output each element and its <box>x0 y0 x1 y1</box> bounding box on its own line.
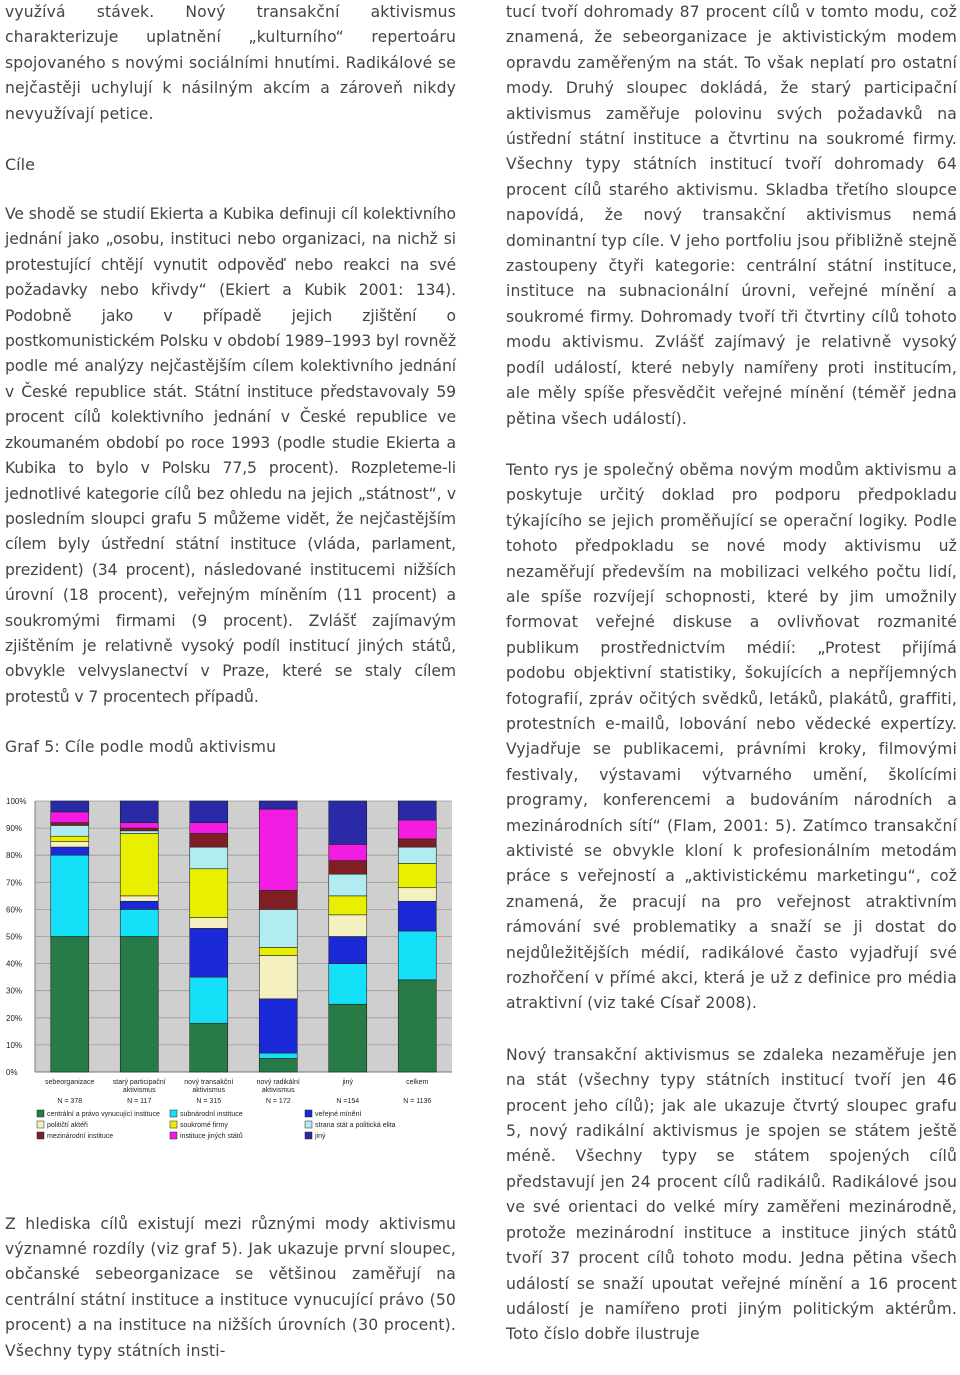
legend-swatch <box>170 1121 177 1128</box>
bar-segment <box>259 801 297 809</box>
bar-segment <box>259 955 297 998</box>
y-tick-label: 0% <box>6 1067 18 1077</box>
n-label: N = 315 <box>196 1097 222 1105</box>
bar-segment <box>120 909 158 936</box>
bar-segment <box>259 998 297 1052</box>
bar-segment <box>329 874 367 896</box>
right-column <box>506 0 957 1348</box>
legend-label: veřejné mínění <box>315 1110 362 1118</box>
bar-segment <box>190 928 228 977</box>
bar-segment <box>120 822 158 827</box>
bar-segment <box>120 801 158 823</box>
x-tick-label: sebeorganizace <box>45 1078 95 1086</box>
legend-swatch <box>305 1132 312 1139</box>
bar-segment <box>398 979 436 1071</box>
y-tick-label: 10% <box>6 1040 23 1050</box>
bar-segment <box>398 901 436 931</box>
legend-label: jiný <box>315 1132 326 1140</box>
bar-segment <box>259 809 297 890</box>
bar-segment <box>259 909 297 947</box>
legend-label: centrální a právo vynucující instituce <box>47 1110 160 1118</box>
bar-segment <box>190 847 228 869</box>
bar-segment <box>329 860 367 874</box>
bar-segment <box>259 947 297 955</box>
y-tick-label: 80% <box>6 850 23 860</box>
bar-segment <box>51 811 89 822</box>
bar-segment <box>190 977 228 1023</box>
y-tick-label: 90% <box>6 823 23 833</box>
legend-label: subnárodní instituce <box>180 1110 243 1118</box>
bar-segment <box>398 887 436 901</box>
legend-swatch <box>37 1121 44 1128</box>
n-label: N = 172 <box>265 1097 291 1105</box>
bar-segment <box>190 822 228 833</box>
legend-swatch <box>37 1110 44 1117</box>
n-label: N = 117 <box>127 1097 152 1105</box>
x-tick-label: starý participační <box>112 1078 166 1086</box>
bar-segment <box>190 801 228 823</box>
legend-swatch <box>170 1132 177 1139</box>
left-column <box>5 0 456 1364</box>
bar-segment <box>398 820 436 839</box>
chart-figure <box>5 767 456 1187</box>
bar-segment <box>190 1023 228 1072</box>
x-tick-label-line2: aktivismus <box>261 1086 295 1094</box>
x-tick-label: celkem <box>406 1078 429 1086</box>
y-tick-label: 50% <box>6 932 23 942</box>
legend-label: mezinárodní instituce <box>47 1132 114 1140</box>
y-tick-label: 70% <box>6 877 23 887</box>
bar-segment <box>329 1004 367 1072</box>
bar-segment <box>51 841 89 846</box>
n-label: N =154 <box>336 1097 360 1105</box>
x-tick-label: jiný <box>342 1078 354 1086</box>
y-tick-label: 100% <box>6 796 27 806</box>
legend-swatch <box>170 1110 177 1117</box>
bar-segment <box>51 822 89 825</box>
legend-label: političtí aktéři <box>47 1121 88 1129</box>
y-tick-label: 30% <box>6 986 23 996</box>
bar-segment <box>120 830 158 833</box>
right-paragraph-3: Nový transakční aktivismus se zdaleka nezaměřuje jen na stát (všechny typy státních institucí tvoří jen 46 procent jeho cílů); jak ale ukazuje čtvrtý sloupec grafu 5, nový radikální aktivismus je spojen se státem ještě méně. Všechny typy se státem spojených cílů představují jen 24 procent cílů radikálů. Radikálové jsou ve své orientaci do velké míry zaměřeni mezinárodně, protože mezinárodní instituce a instituce jiných států tvoří 37 procent cílů tohoto modu. Jedna pětina všech událostí se snaží upoutat veřejné mínění a 16 procent událostí je namířeno proti jiným politickým aktérům. Toto číslo dobře ilustruje <box>506 1045 957 1344</box>
x-tick-label-line2: aktivismus <box>122 1086 156 1094</box>
right-paragraph-1: tucí tvoří dohromady 87 procent cílů v tomto modu, což znamená, že sebeorganizace je aktivistickým modem opravdu zaměřeným na stát. To však neplatí pro ostatní mody. Druhý sloupec dokládá, že starý participační aktivismus zaměřuje polovinu svých požadavků na ústřední státní instituce a čtvrtinu na soukromé firmy. Všechny typy státních institucí tvoří dohromady 64 procent cílů starého aktivismu. Skladba třetího sloupce napovídá, že nový transakční aktivismus nemá dominantní typ cíle. V jeho portfoliu jsou přibližně stejně zastoupeny čtyři kategorie: centrální státní instituce, instituce na subnacionální úrovni, veřejné mínění a soukromé firmy. Dohromady tvoří tři čtvrtiny cílů tohoto modu aktivismu. Zvlášť zajímavý je relativně vysoký podíl událostí, které nebyly namířeny proti institucím, ale měly spíše přesvědčit veřejné mínění (téměř jedna pětina všech událostí). <box>506 3 957 428</box>
legend-label: strana stát a politická elita <box>315 1121 396 1129</box>
y-tick-label: 60% <box>6 904 23 914</box>
bar-segment <box>51 847 89 855</box>
bar-segment <box>398 931 436 980</box>
left-paragraph-1: využívá stávek. Nový transakční aktivismus charakterizuje uplatnění „kulturního“ repertoáru spojovaného s novými sociálními hnutími. Radikálové se nejčastěji uchylují k násilným akcím a zároveň nikdy nevyužívají petice. <box>5 3 456 123</box>
section-heading-cile: Cíle <box>5 155 35 175</box>
bar-segment <box>329 963 367 1004</box>
bar-segment <box>120 828 158 831</box>
bar-segment <box>398 847 436 863</box>
bar-segment <box>120 833 158 895</box>
bar-segment <box>120 936 158 1072</box>
left-paragraph-2: Ve shodě se studií Ekierta a Kubika definuji cíl kolektivního jednání jako „osobu, instituci nebo organizaci, na nichž si protestující chtějí vynutit odpověď nebo reakci na své požadavky nebo křivdy“ (Ekiert a Kubik 2001: 134). Podobně jako v případě jejich zjištění o postkomunistickém Polsku v období 1989–1993 byl rovněž podle mé analýzy nejčastějším cílem kolektivního jednání v České republice stát. Státní instituce představovaly 59 procent cílů kolektivního jednání v České republice ve zkoumaném období po roce 1993 (podle studie Ekierta a Kubika to bylo v Polsku 77,5 procent). Rozpleteme-li jednotlivé kategorie cílů bez ohledu na jejich „státnost“, v posledním sloupci grafu 5 můžeme vidět, že nejčastějším cílem byly ústřední státní instituce (vláda, parlament, prezident) (34 procent), následované institucemi nižších úrovní (18 procent), veřejným míněním (11 procent) a soukromými firmami (9 procent). Zvlášť zajímavým zjištěním je relativně vysoký podíl institucí jiných států, obvykle velvyslanectví v Praze, které se staly cílem protestů v 7 procentech případů. <box>5 205 456 706</box>
legend-swatch <box>305 1110 312 1117</box>
left-paragraph-3: Z hlediska cílů existují mezi různými mody aktivismu významné rozdíly (viz graf 5). Jak ukazuje první sloupec, občanské sebeorganizace se většinou zaměřují na centrální státní instituce a instituce vynucující právo (50 procent) a na instituce na nižších úrovních (30 procent). Všechny typy státních insti- <box>5 1214 456 1360</box>
stacked-bar-chart <box>5 767 456 1187</box>
n-label: N = 378 <box>57 1097 83 1105</box>
x-tick-label: nový radikální <box>256 1078 300 1086</box>
bar-segment <box>190 917 228 928</box>
y-tick-label: 20% <box>6 1013 23 1023</box>
bar-segment <box>329 936 367 963</box>
legend-swatch <box>37 1132 44 1139</box>
x-tick-label: nový transakční <box>184 1078 234 1086</box>
bar-segment <box>120 901 158 909</box>
bar-segment <box>120 895 158 900</box>
bar-segment <box>329 801 367 844</box>
n-label: N = 1136 <box>403 1097 432 1105</box>
bar-segment <box>259 1053 297 1058</box>
bar-segment <box>190 868 228 917</box>
legend-label: soukromé firmy <box>180 1121 228 1129</box>
x-tick-label-line2: aktivismus <box>192 1086 226 1094</box>
right-paragraph-2: Tento rys je společný oběma novým modům aktivismu a poskytuje určitý doklad pro podporu předpokladu týkajícího se jejich proměňující se operační logiky. Podle tohoto předpokladu se nové mody aktivismu už nezaměřují především na mobilizaci velkého počtu lidí, ale spíše rozvíjejí schopnosti, které by jim umožnily formovat veřejné diskuse a ovlivňovat rozmanité publikum prostřednictvím médií: „Protest přijímá podobu objektivní statistiky, šokujících a nepříjemných fotografií, zpráv očitých svědků, letáků, plakátů, graffiti, protestních e-mailů, lobování nebo vědecké expertízy. Vyjadřuje se publikacemi, právními kroky, filmovými festivaly, výstavami výtvarného umění, školícími programy, konferencemi a budováním národních a mezinárodních sítí“ (Flam, 2001: 5). Zatímco transakční aktivisté se obvykle kloní k profesionálním metodám práce s veřejností a „aktivistickému marketingu“, což znamená, že pracují na pro veřejnost atraktivním rámování své problematiky a snaží se ji dostat do nejdůležitějších médií, radikálové často vyjadřují své rozhořčení v přímé akci, která je už z definice pro média atraktivní (viz také Císař 2008). <box>506 460 957 1013</box>
bar-segment <box>398 839 436 847</box>
legend-swatch <box>305 1121 312 1128</box>
legend-label: instituce jiných států <box>180 1132 243 1140</box>
bar-segment <box>329 844 367 860</box>
bar-segment <box>51 825 89 836</box>
graph-title: Graf 5: Cíle podle modů aktivismu <box>5 738 277 757</box>
bar-segment <box>259 890 297 909</box>
bar-segment <box>259 1058 297 1072</box>
bar-segment <box>190 833 228 847</box>
bar-segment <box>398 863 436 887</box>
bar-segment <box>51 855 89 936</box>
bar-segment <box>51 801 89 812</box>
bar-segment <box>329 914 367 936</box>
bar-segment <box>329 895 367 914</box>
bar-segment <box>51 836 89 841</box>
y-tick-label: 40% <box>6 959 23 969</box>
bar-segment <box>398 801 436 820</box>
bar-segment <box>51 936 89 1072</box>
